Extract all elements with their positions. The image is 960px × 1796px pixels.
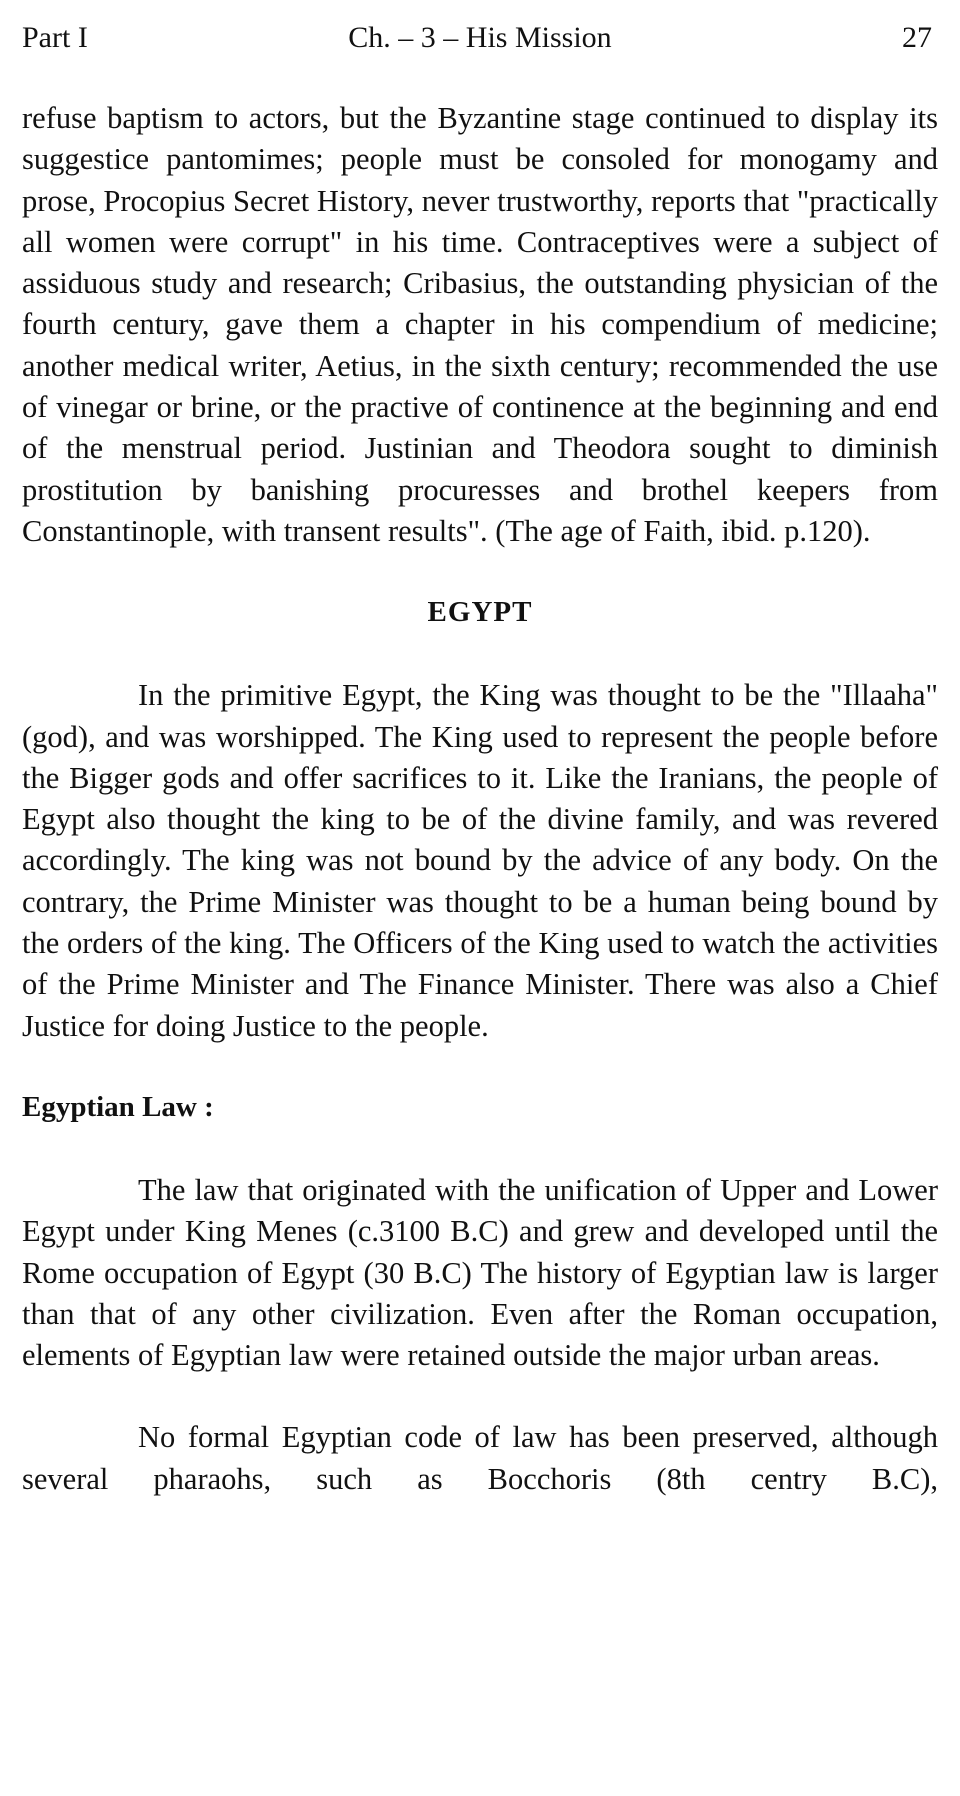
chapter-title: Ch. – 3 – His Mission [348, 21, 612, 54]
running-header [22, 16, 938, 60]
part-label: Part I [22, 21, 88, 54]
page-body [22, 98, 938, 1500]
page-number: 27 [902, 21, 932, 54]
paragraph-egypt-king: In the primitive Egypt, the King was thought to be the "Illaaha" (god), and was worshipped. The King used to represent the people before the Bigger gods and offer sacrifices to it. Like the Iranians, the people of Egypt also thought the king to be of the divine family, and was revered accordingly. The king was not bound by the advice of any body. On the contrary, the Prime Minister was thought to be a human being bound by the orders of the king. The Officers of the King used to watch the activities of the Prime Minister and The Finance Minister. There was also a Chief Justice for doing Justice to the people. [22, 678, 938, 1043]
book-page [22, 0, 938, 1796]
subheading-egyptian-law: Egyptian Law : [22, 1090, 214, 1123]
paragraph-egyptian-law-history: The law that originated with the unification of Upper and Lower Egypt under King Menes (c.3100 B.C) and grew and developed until the Rome occupation of Egypt (30 B.C) The history of Egyptian law is larger than that of any other civilization. Even after the Roman occupation, elements of Egyptian law were retained outside the major urban areas. [22, 1172, 938, 1373]
section-heading-egypt: EGYPT [427, 596, 533, 629]
paragraph-no-formal-code: No formal Egyptian code of law has been preserved, although several pharaohs, such as Bocchoris (8th centry B.C), [22, 1420, 938, 1496]
paragraph-spacer [22, 1376, 938, 1417]
paragraph-continued-quote: refuse baptism to actors, but the Byzantine stage continued to display its suggestice pantomimes; people must be consoled for monogamy and prose, Procopius Secret History, never trustworthy, reports that "practically all women were corrupt" in his time. Contraceptives were a subject of assiduous study and research; Cribasius, the outstanding physician of the fourth century, gave them a chapter in his compendium of medicine; another medical writer, Aetius, in the sixth century; recommended the use of vinegar or brine, or the practive of continence at the beginning and end of the menstrual period. Justinian and Theodora sought to diminish prostitution by banishing procuresses and brothel keepers from Constantinople, with transent results". (The age of Faith, ibid. p.120). [22, 101, 938, 548]
